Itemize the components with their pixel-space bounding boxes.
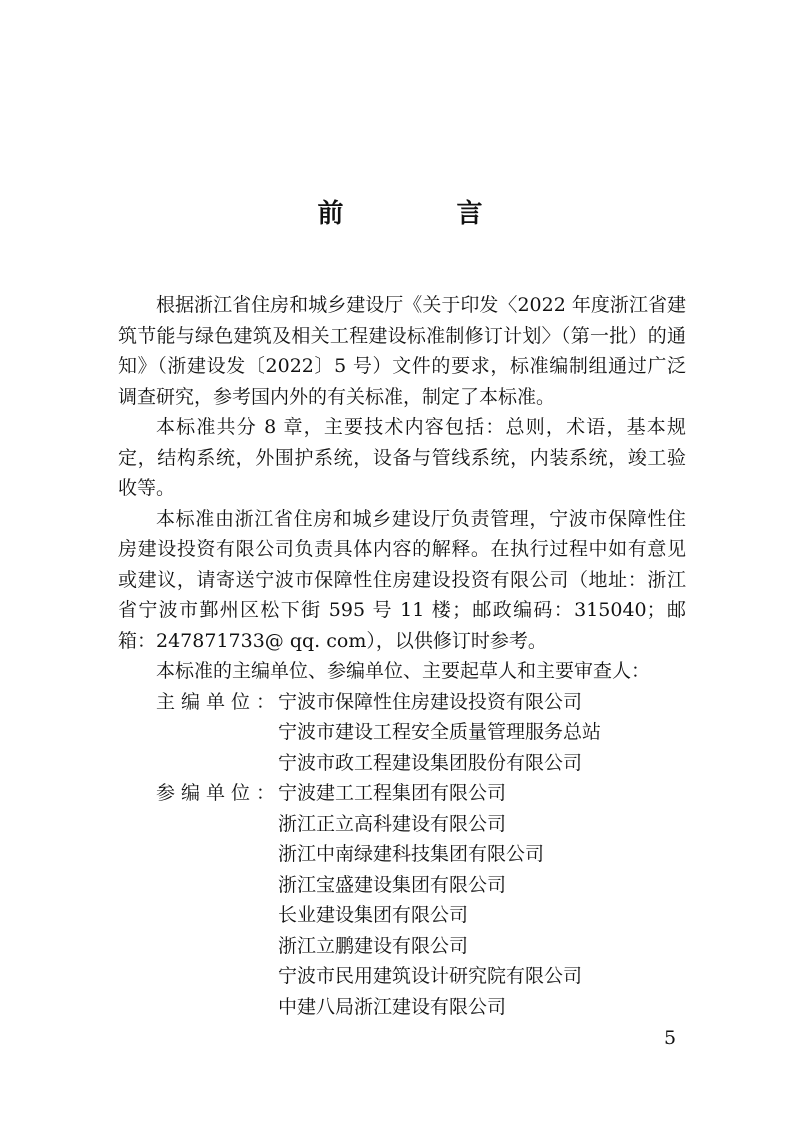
list-item: 宁波市民用建筑设计研究院有限公司 [278,965,583,987]
chief-units-colon: ： [256,690,276,713]
list-item: 浙江中南绿建科技集团有限公司 [278,843,545,865]
list-item: 中建八局浙江建设有限公司 [278,995,507,1018]
page-number: 5 [664,1027,677,1049]
page-title: 前 言 [317,199,535,229]
list-item: 宁波市保障性住房建设投资有限公司 [278,690,583,713]
participating-units-section [118,778,686,1022]
chief-units-label [118,687,278,779]
chief-units-label-text: 主编单位 [156,690,257,713]
list-item: 浙江宝盛建设集团有限公司 [278,873,507,896]
list-item: 浙江立鹏建设有限公司 [278,934,469,957]
chief-units-list [278,687,601,779]
list-item: 长业建设集团有限公司 [278,904,469,926]
list-item: 宁波市建设工程安全质量管理服务总站 [278,721,602,743]
participating-units-label-text: 参编单位 [156,782,257,804]
list-item: 浙江正立高科建设有限公司 [278,812,507,835]
participating-units-colon: ： [256,782,276,804]
paragraph-contents: 本标准共分 8 章，主要技术内容包括：总则，术语，基本规定，结构系统，外围护系统，设备与管线系统，内装系统，竣工验收等。 [118,416,686,499]
paragraph-management: 本标准由浙江省住房和城乡建设厅负责管理，宁波市保障性住房建设投资有限公司负责具体内容的解释。在执行过程中如有意见或建议，请寄送宁波市保障性住房建设投资有限公司（地址：浙江省宁波市鄞州区松下街 595 号 11 楼；邮政编码：315040；邮箱：247871733@ qq. com），以供修订时参考。 [118,507,686,652]
chief-units-section [118,687,686,779]
list-item: 宁波市政工程建设集团股份有限公司 [278,751,583,774]
participating-units-label [118,778,278,1022]
paragraph-units-intro: 本标准的主编单位、参编单位、主要起草人和主要审查人： [156,660,651,682]
preface-body [118,290,686,1022]
participating-units-list [278,778,582,1022]
paragraph-basis: 根据浙江省住房和城乡建设厅《关于印发〈2022 年度浙江省建筑节能与绿色建筑及相关工程建设标准制修订计划〉（第一批）的通知》（浙建设发〔2022〕5 号）文件的要求，标准编制组通过广泛调查研究，参考国内外的有关标准，制定了本标准。 [118,294,686,408]
list-item: 宁波建工工程集团有限公司 [278,782,507,804]
